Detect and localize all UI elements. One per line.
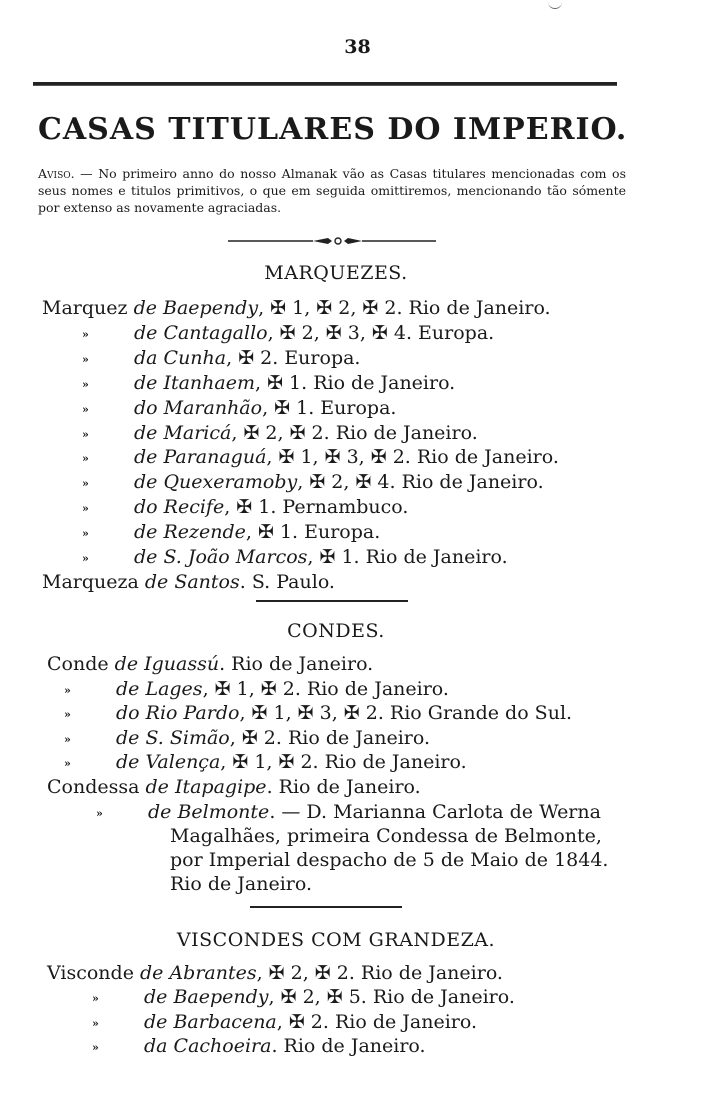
condes-entry (148, 801, 601, 823)
entry-details: , ✠ 1. Europa. (245, 521, 381, 544)
marquezes-entry (134, 521, 380, 543)
page-corner-mark (548, 0, 562, 9)
entry-name: de Quexeramoby (134, 471, 298, 494)
entry-name: de Paranaguá (134, 446, 267, 469)
entry-details: , ✠ 1. Europa. (262, 396, 397, 419)
condes-entry (47, 653, 373, 675)
viscondes-entry (144, 986, 515, 1008)
entry-name: de S. João Marcos (134, 546, 308, 568)
marquezes-entry (134, 546, 508, 568)
header-rule (33, 82, 617, 86)
condes-top-rule (256, 600, 408, 602)
ditto-mark: » (82, 452, 89, 466)
page-number: 38 (344, 36, 371, 58)
entry-name: de Valença (116, 751, 221, 774)
entry-name: de Iguassú (114, 653, 220, 675)
condes-entry (116, 751, 467, 773)
notice-paragraph (38, 165, 626, 216)
entry-name: de Rezende (134, 521, 246, 544)
marquezes-entry (42, 571, 335, 593)
entry-details: , ✠ 2, ✠ 3, ✠ 4. Europa. (267, 321, 495, 344)
ornament-divider (228, 236, 436, 246)
entry-details: , ✠ 1. Rio de Janeiro. (254, 371, 456, 394)
marquezes-entry (42, 297, 551, 319)
entry-details: . Rio de Janeiro. (219, 653, 374, 675)
entry-details: , ✠ 2, ✠ 2. Rio de Janeiro. (256, 962, 503, 984)
marquezes-entry (134, 496, 408, 518)
entry-name: de Itanhaem (134, 371, 255, 394)
ditto-mark: » (82, 427, 89, 441)
ditto-mark: » (92, 1041, 99, 1055)
condes-entry (116, 678, 449, 700)
entry-details: , ✠ 2. Rio de Janeiro. (276, 1010, 478, 1033)
entry-name: de Baependy (144, 986, 269, 1009)
marquezes-entry (134, 322, 494, 344)
entry-name: de Cantagallo (134, 321, 268, 344)
entry-name: de Lages (116, 677, 203, 700)
entry-title-prefix: Conde (47, 653, 115, 675)
entry-name: de Itapagipe (145, 776, 267, 798)
ditto-mark: » (82, 552, 89, 565)
entry-name: de Santos (144, 570, 240, 593)
condes-entry (116, 727, 430, 749)
marquezes-entry (134, 372, 455, 394)
condes-continuation-line: Rio de Janeiro. (170, 873, 313, 896)
entry-details: , ✠ 2. Rio de Janeiro. (229, 726, 430, 749)
marquezes-entry (134, 397, 396, 419)
ditto-mark: » (82, 352, 89, 366)
ditto-mark: » (82, 402, 89, 416)
marquezes-entry (134, 446, 559, 468)
entry-details: , ✠ 1, ✠ 2, ✠ 2. Rio de Janeiro. (258, 297, 551, 319)
ditto-mark: » (92, 992, 99, 1006)
entry-details: , ✠ 1, ✠ 3, ✠ 2. Rio Grande do Sul. (239, 702, 573, 725)
entry-name: de Maricá (134, 421, 232, 444)
viscondes-entry (144, 1035, 426, 1057)
condes-entry (116, 702, 572, 724)
condes-continuation-line: por Imperial despacho de 5 de Maio de 1844. (170, 849, 609, 872)
entry-details: , ✠ 1, ✠ 3, ✠ 2. Rio de Janeiro. (266, 446, 559, 469)
entry-details: , ✠ 2, ✠ 5. Rio de Janeiro. (268, 986, 515, 1009)
entry-title-prefix: Marqueza (42, 570, 145, 593)
ditto-mark: » (64, 708, 71, 722)
entry-name: do Maranhão (134, 396, 263, 419)
condes-entry (47, 776, 421, 798)
ditto-mark: » (92, 1016, 99, 1030)
entry-name: de Baependy (133, 297, 259, 319)
entry-name: da Cachoeira (144, 1035, 272, 1058)
entry-details: , ✠ 1. Pernambuco. (224, 496, 409, 519)
viscondes-top-rule (250, 906, 402, 908)
entry-name: de S. Simão (116, 726, 230, 749)
entry-details: . Rio de Janeiro. (266, 776, 421, 798)
entry-title-prefix: Visconde (47, 962, 140, 984)
ditto-mark: » (82, 477, 89, 491)
notice-label: Aviso. (38, 166, 75, 181)
entry-details: , ✠ 2. Europa. (226, 346, 361, 369)
ditto-mark: » (64, 683, 71, 697)
ditto-mark: » (82, 502, 89, 516)
marquezes-entry (134, 471, 544, 493)
viscondes-entry (47, 962, 503, 984)
entry-details: , ✠ 2, ✠ 2. Rio de Janeiro. (231, 421, 478, 444)
ditto-mark: » (82, 327, 89, 341)
notice-text: — No primeiro anno do nosso Almanak vão as Casas titulares mencionadas com os seus nomes e titulos primitivos, o que em seguida omittiremos, mencionando tão sómente por extenso as novamente agraciadas. (38, 166, 626, 215)
entry-details: . S. Paulo. (239, 570, 335, 593)
ditto-mark: » (64, 757, 71, 771)
ditto-mark: » (96, 806, 103, 820)
entry-details: , ✠ 1, ✠ 2. Rio de Janeiro. (202, 677, 449, 700)
marquezes-heading: MARQUEZES. (264, 262, 408, 284)
entry-details: , ✠ 1, ✠ 2. Rio de Janeiro. (220, 751, 467, 774)
condes-heading: CONDES. (287, 620, 385, 642)
ditto-mark: » (82, 527, 89, 541)
marquezes-entry (134, 422, 478, 444)
entry-details: , ✠ 2, ✠ 4. Rio de Janeiro. (297, 471, 544, 494)
entry-details: . — D. Marianna Carlota de Werna (269, 800, 601, 823)
ditto-mark: » (64, 732, 71, 746)
ditto-mark: » (82, 377, 89, 391)
condes-continuation-line: Magalhães, primeira Condessa de Belmonte, (170, 825, 602, 848)
entry-details: . Rio de Janeiro. (271, 1035, 426, 1058)
entry-details: , ✠ 1. Rio de Janeiro. (307, 546, 508, 568)
page-title: CASAS TITULARES DO IMPERIO. (38, 112, 628, 147)
entry-title-prefix: Condessa (47, 776, 146, 798)
marquezes-entry (134, 347, 360, 369)
entry-title-prefix: Marquez (42, 297, 134, 319)
entry-name: da Cunha (134, 346, 227, 369)
entry-name: de Barbacena (144, 1010, 277, 1033)
viscondes-heading: VISCONDES COM GRANDEZA. (176, 929, 496, 951)
entry-name: do Rio Pardo (116, 702, 240, 725)
entry-name: de Abrantes (139, 962, 257, 984)
viscondes-entry (144, 1011, 477, 1033)
entry-name: de Belmonte (148, 800, 270, 823)
entry-name: do Recife (134, 496, 225, 519)
